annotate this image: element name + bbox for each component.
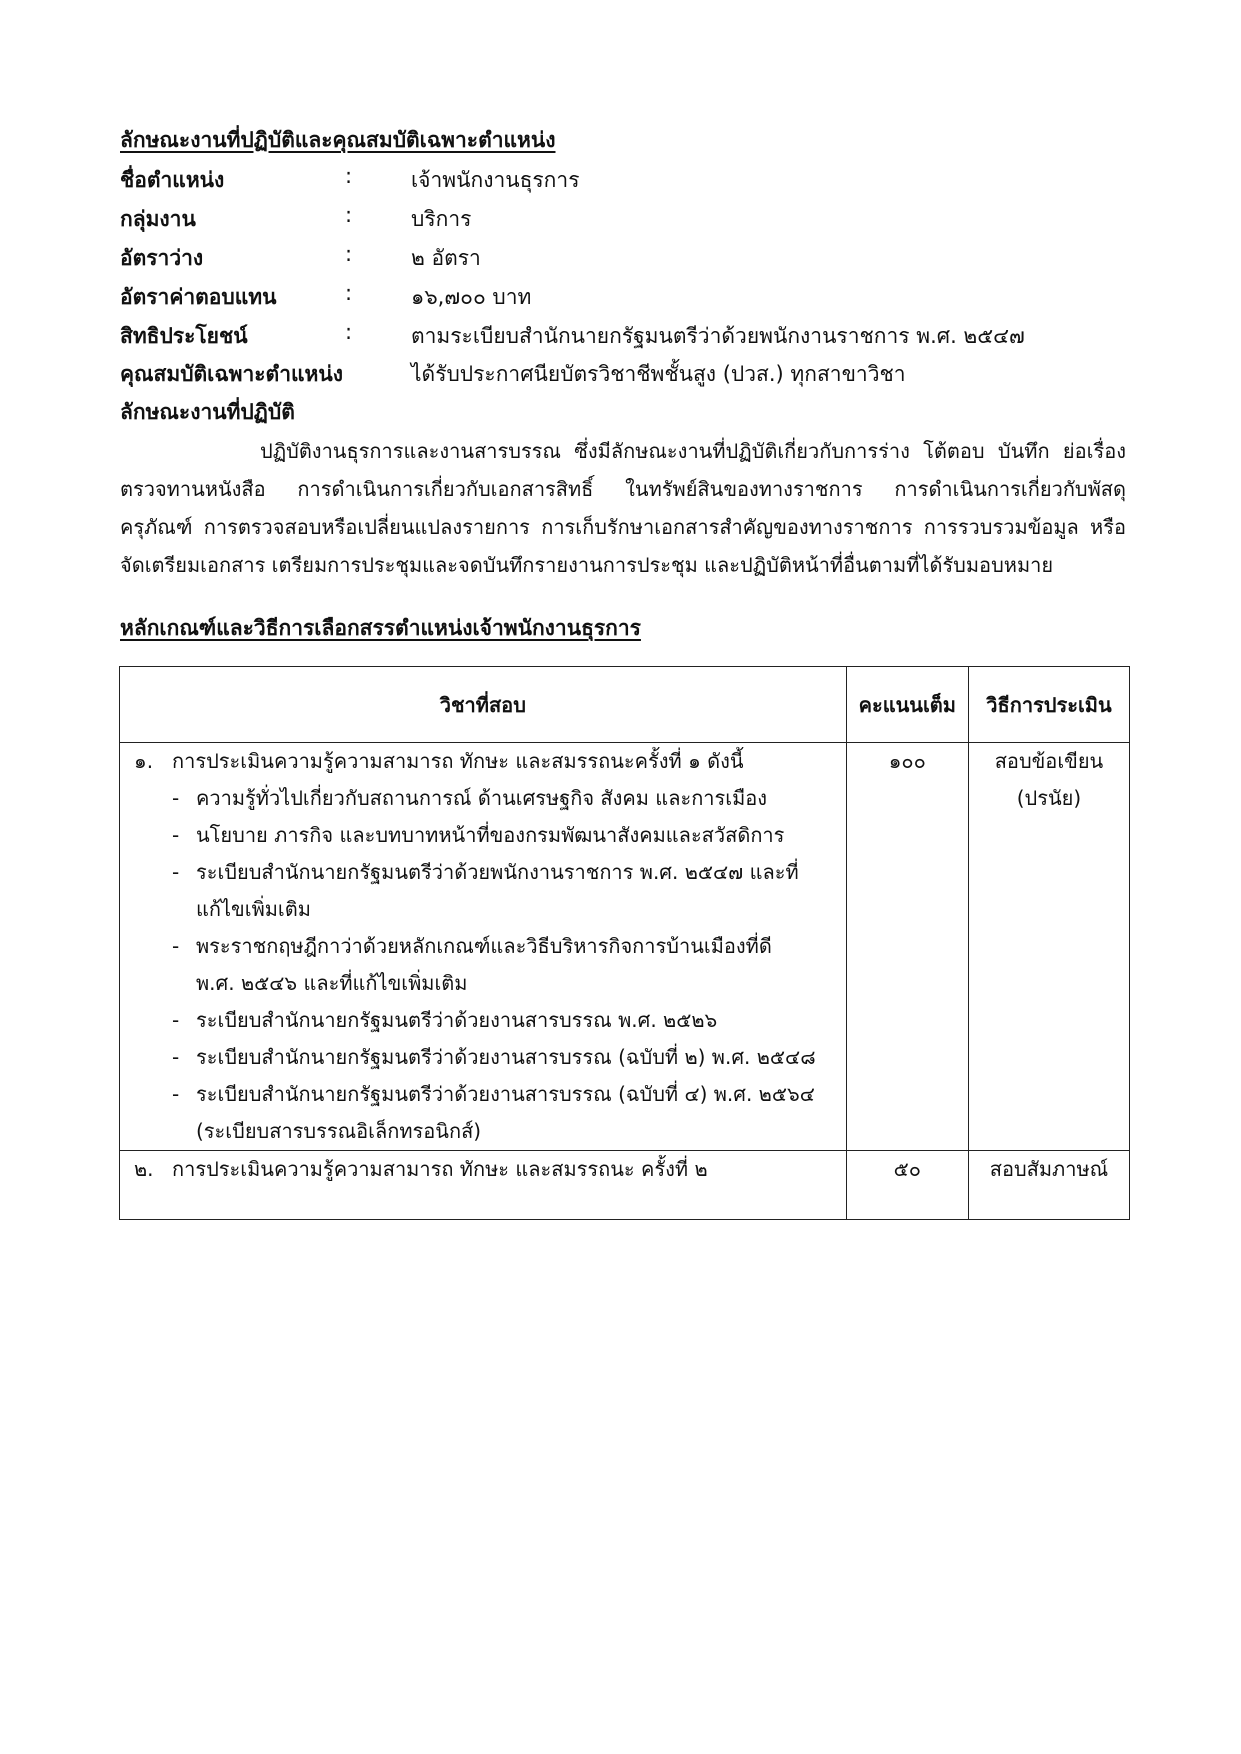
list-item <box>120 1076 846 1150</box>
score-value: ๑๐๐ <box>888 749 926 773</box>
bullet-dash: - <box>172 823 180 847</box>
method-cell <box>968 1151 1129 1220</box>
bullet-dash: - <box>172 786 180 810</box>
separator: : <box>345 320 353 344</box>
qualification-label: คุณสมบัติเฉพาะตำแหน่ง <box>120 362 343 386</box>
exam-item-2 <box>120 1151 846 1188</box>
table-row <box>120 743 1130 1151</box>
position-value: เจ้าพนักงานธุรการ <box>411 168 580 192</box>
section-title: ลักษณะงานที่ปฏิบัติและคุณสมบัติเฉพาะตำแหน่ง <box>120 128 556 152</box>
sub-item-text: พระราชกฤษฎีกาว่าด้วยหลักเกณฑ์และวิธีบริหารกิจการบ้านเมืองที่ดี พ.ศ. ๒๕๔๖ และที่แก้ไขเพิ่มเติม <box>196 934 772 995</box>
header-score: คะแนนเต็ม <box>846 667 968 743</box>
bullet-dash: - <box>172 1082 180 1106</box>
method-cell <box>968 743 1129 1151</box>
method-value: สอบข้อเขียน <box>994 749 1104 773</box>
separator: : <box>345 164 353 188</box>
separator: : <box>345 242 353 266</box>
qualification-value: ได้รับประกาศนียบัตรวิชาชีพชั้นสูง (ปวส.) ทุกสาขาวิชา <box>411 362 906 386</box>
header-method: วิธีการประเมิน <box>968 667 1129 743</box>
benefit-label: สิทธิประโยชน์ <box>120 324 248 348</box>
bullet-dash: - <box>172 934 180 958</box>
subject-cell <box>120 743 847 1151</box>
sub-item-list <box>120 780 846 1150</box>
item-title: การประเมินความรู้ความสามารถ ทักษะ และสมรรถนะ ครั้งที่ ๒ <box>172 1157 708 1181</box>
table-header-row <box>120 667 1130 743</box>
item-title: การประเมินความรู้ความสามารถ ทักษะ และสมรรถนะครั้งที่ ๑ ดังนี้ <box>172 749 744 773</box>
duty-label: ลักษณะงานที่ปฏิบัติ <box>120 400 295 424</box>
duty-paragraph: ปฏิบัติงานธุรการและงานสารบรรณ ซึ่งมีลักษณะงานที่ปฏิบัติเกี่ยวกับการร่าง โต้ตอบ บันทึก ย่อเรื่อง ตรวจทานหนังสือ การดำเนินการเกี่ยวกับเอกสารสิทธิ์ ในทรัพย์สินของทางราชการ การดำเนินการเกี่ยวกับพัสดุ ครุภัณฑ์ การตรวจสอบหรือเปลี่ยนแปลงรายการ การเก็บรักษาเอกสารสำคัญของทางราชการ การรวบรวมข้อมูล หรือจัดเตรียมเอกสาร เตรียมการประชุมและจดบันทึกรายงานการประชุม และปฏิบัติหน้าที่อื่นตามที่ได้รับมอบหมาย <box>120 439 1126 577</box>
position-label: ชื่อตำแหน่ง <box>120 168 225 192</box>
list-item <box>120 1002 846 1039</box>
salary-label: อัตราค่าตอบแทน <box>120 285 277 309</box>
sub-item-text: ระเบียบสำนักนายกรัฐมนตรีว่าด้วยพนักงานราชการ พ.ศ. ๒๕๔๗ และที่แก้ไขเพิ่มเติม <box>196 860 799 921</box>
vacancy-value: ๒ อัตรา <box>411 246 481 270</box>
score-value: ๕๐ <box>893 1157 921 1181</box>
sub-item-text: ระเบียบสำนักนายกรัฐมนตรีว่าด้วยงานสารบรรณ (ฉบับที่ ๒) พ.ศ. ๒๕๔๘ <box>196 1045 816 1069</box>
list-item <box>120 854 846 928</box>
list-item <box>120 817 846 854</box>
item-number: ๑. <box>134 749 154 773</box>
bullet-dash: - <box>172 1045 180 1069</box>
score-cell <box>846 743 968 1151</box>
sub-item-text: ระเบียบสำนักนายกรัฐมนตรีว่าด้วยงานสารบรรณ (ฉบับที่ ๔) พ.ศ. ๒๕๖๔ (ระเบียบสารบรรณอิเล็กทรอนิกส์) <box>196 1082 815 1143</box>
group-value: บริการ <box>411 207 472 231</box>
separator: : <box>345 281 353 305</box>
table-row <box>120 1151 1130 1220</box>
score-cell <box>846 1151 968 1220</box>
separator: : <box>345 203 353 227</box>
selection-title: หลักเกณฑ์และวิธีการเลือกสรรตำแหน่งเจ้าพนักงานธุรการ <box>120 616 641 640</box>
list-item <box>120 780 846 817</box>
exam-table <box>119 666 1130 1220</box>
salary-value: ๑๖,๗๐๐ บาท <box>411 285 532 309</box>
sub-item-text: ระเบียบสำนักนายกรัฐมนตรีว่าด้วยงานสารบรรณ พ.ศ. ๒๕๒๖ <box>196 1008 718 1032</box>
header-subject: วิชาที่สอบ <box>120 667 847 743</box>
sub-item-text: นโยบาย ภารกิจ และบทบาทหน้าที่ของกรมพัฒนาสังคมและสวัสดิการ <box>196 823 785 847</box>
group-label: กลุ่มงาน <box>120 207 196 231</box>
list-item <box>120 1039 846 1076</box>
benefit-value: ตามระเบียบสำนักนายกรัฐมนตรีว่าด้วยพนักงานราชการ พ.ศ. ๒๕๔๗ <box>411 324 1025 348</box>
vacancy-label: อัตราว่าง <box>120 246 204 270</box>
method-value: สอบสัมภาษณ์ <box>989 1157 1109 1181</box>
sub-item-text: ความรู้ทั่วไปเกี่ยวกับสถานการณ์ ด้านเศรษฐกิจ สังคม และการเมือง <box>196 786 768 810</box>
bullet-dash: - <box>172 1008 180 1032</box>
list-item <box>120 928 846 1002</box>
subject-cell <box>120 1151 847 1220</box>
method-note: (ปรนัย) <box>1016 786 1082 810</box>
item-number: ๒. <box>134 1157 154 1181</box>
bullet-dash: - <box>172 860 180 884</box>
exam-item-1 <box>120 743 846 780</box>
